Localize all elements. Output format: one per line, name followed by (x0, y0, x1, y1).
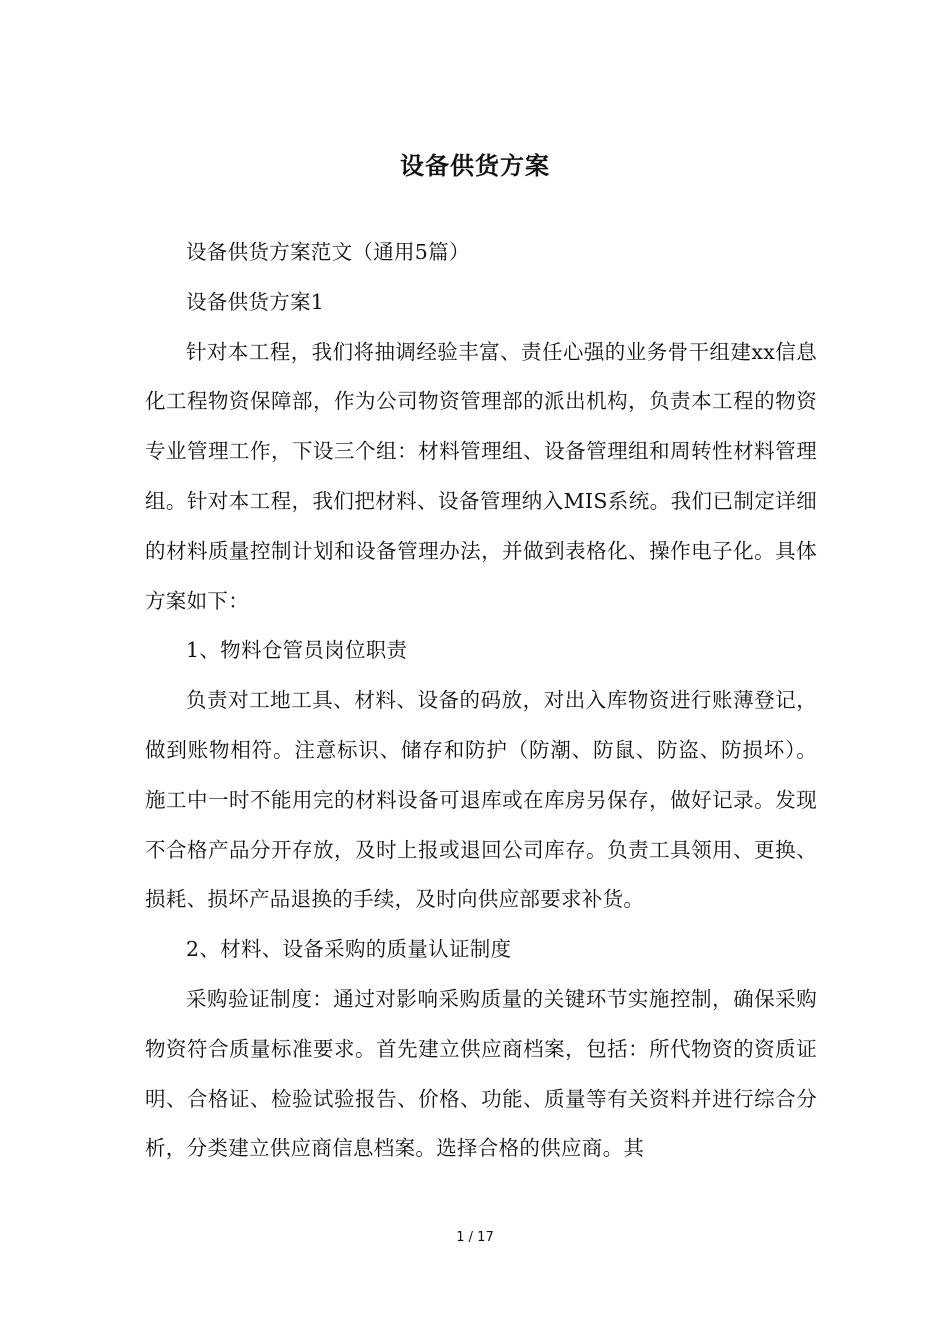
paragraph-heading-1: 1、物料仓管员岗位职责 (186, 638, 408, 663)
paragraph-duties: 负责对工地工具、材料、设备的码放，对出入库物资进行账薄登记，做到账物相符。注意标识、储存和防护（防潮、防鼠、防盗、防损坏）。施工中一时不能用完的材料设备可退库或在库房另保存，做好记录。发现不合格产品分开存放，及时上报或退回公司库存。负责工具领用、更换、损耗、损坏产品退换的手续，及时向供应部要求补货。 (145, 688, 817, 912)
paragraph-section-heading: 设备供货方案1 (186, 289, 325, 314)
paragraph-procurement: 采购验证制度：通过对影响采购质量的关键环节实施控制，确保采购物资符合质量标准要求。首先建立供应商档案，包括：所代物资的资质证明、合格证、检验试验报告、价格、功能、质量等有关资料并进行综合分析，分类建立供应商信息档案。选择合格的供应商。其 (145, 986, 817, 1161)
paragraph-intro: 针对本工程，我们将抽调经验丰富、责任心强的业务骨干组建xx信息化工程物资保障部，作为公司物资管理部的派出机构，负责本工程的物资专业管理工作，下设三个组：材料管理组、设备管理组和周转性材料管理组。针对本工程，我们把材料、设备管理纳入MIS系统。我们已制定详细的材料质量控制计划和设备管理办法，并做到表格化、操作电子化。具体方案如下： (145, 339, 817, 613)
paragraph-subtitle: 设备供货方案范文（通用5篇） (186, 240, 470, 264)
document-body (145, 228, 817, 1174)
paragraph-heading-2: 2、材料、设备采购的质量认证制度 (186, 937, 512, 962)
page-number: 1 / 17 (456, 1230, 494, 1245)
document-title: 设备供货方案 (400, 152, 550, 180)
